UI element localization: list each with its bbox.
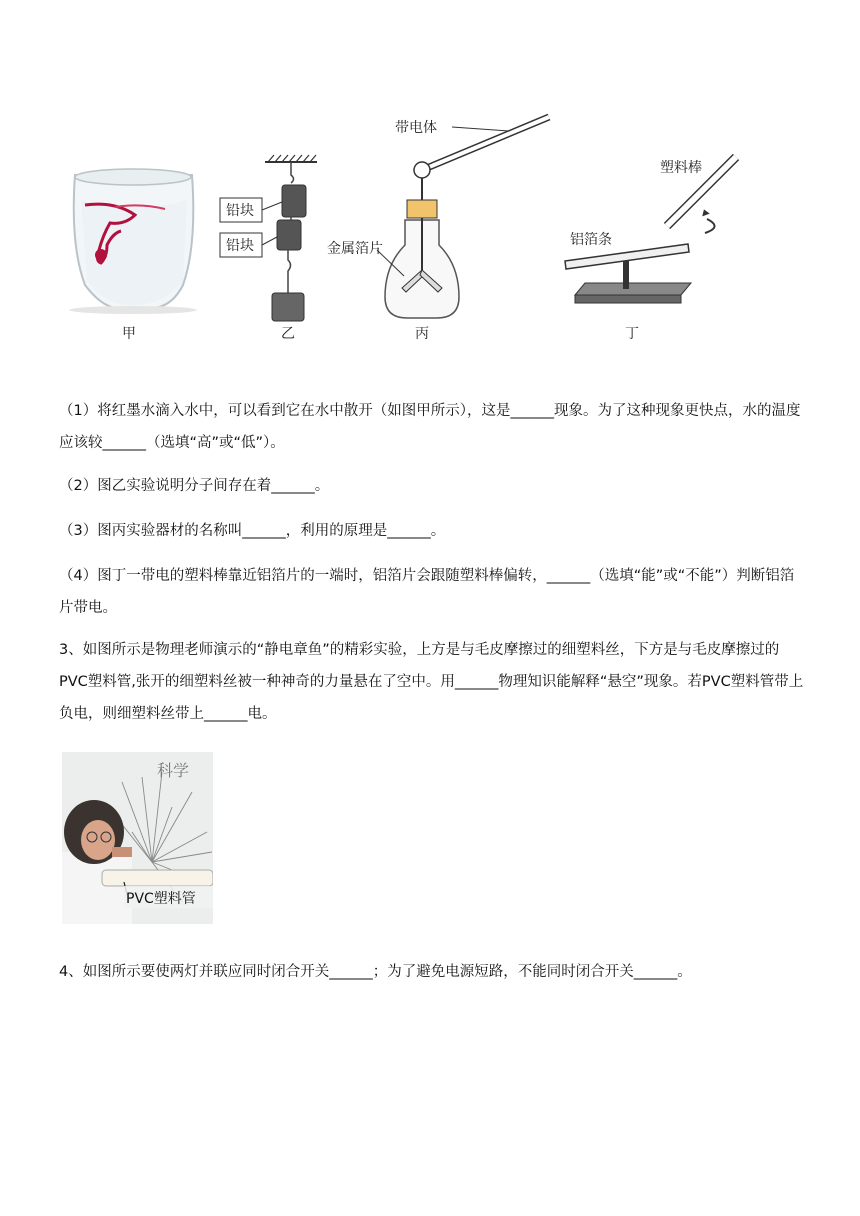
caption-yi: 乙: [281, 326, 295, 342]
figure-experiments: [55, 105, 815, 350]
caption-bing: 丙: [415, 326, 429, 342]
q4-text: 4、如图所示要使两灯并联应同时闭合开关______；为了避免电源短路，不能同时闭合开关______。: [59, 964, 692, 980]
q3-text: 3、如图所示是物理老师演示的“静电章鱼”的精彩实验，上方是与毛皮摩擦过的细塑料丝，下方是与毛皮摩擦过的PVC塑料管,张开的细塑料丝被一种神奇的力量悬在了空中。用______物理知识能解释“悬空”现象。若PVC塑料管带上负电，则细塑料丝带上______电。: [59, 642, 804, 722]
static-octopus-photo: [62, 752, 213, 924]
foil-rotation-apparatus: [565, 157, 736, 303]
q2-part-3: （3）图丙实验器材的名称叫______，利用的原理是______。: [59, 523, 446, 539]
q2-part-2: （2）图乙实验说明分子间存在着______。: [59, 478, 330, 494]
charged-body-label: 带电体: [395, 120, 437, 136]
electroscope: [377, 117, 549, 318]
q2-part-1: （1）将红墨水滴入水中，可以看到它在水中散开（如图甲所示），这是______现象。为了这种现象更快点，水的温度应该较______（选填“高”或“低”）。: [59, 403, 801, 451]
caption-ding: 丁: [625, 326, 639, 342]
plastic-rod-label: 塑料棒: [660, 160, 702, 176]
caption-jia: 甲: [122, 326, 136, 342]
lead-block-label-1: 铅块: [226, 203, 254, 219]
board-text: 科学: [157, 761, 190, 780]
aluminum-foil-label: 铝箔条: [570, 232, 612, 248]
metal-foil-label: 金属箔片: [327, 241, 383, 257]
q2-part-4: （4）图丁一带电的塑料棒靠近铝箔片的一端时，铝箔片会跟随塑料棒偏转，______（选填“能”或“不能”）判断铝箔片带电。: [59, 568, 795, 616]
glass-with-ink: [69, 169, 197, 314]
pvc-tube-label: PVC塑料管: [126, 891, 196, 907]
lead-block-label-2: 铅块: [226, 238, 254, 254]
static-octopus-svg: [62, 752, 213, 924]
experiments-svg: [55, 105, 815, 350]
